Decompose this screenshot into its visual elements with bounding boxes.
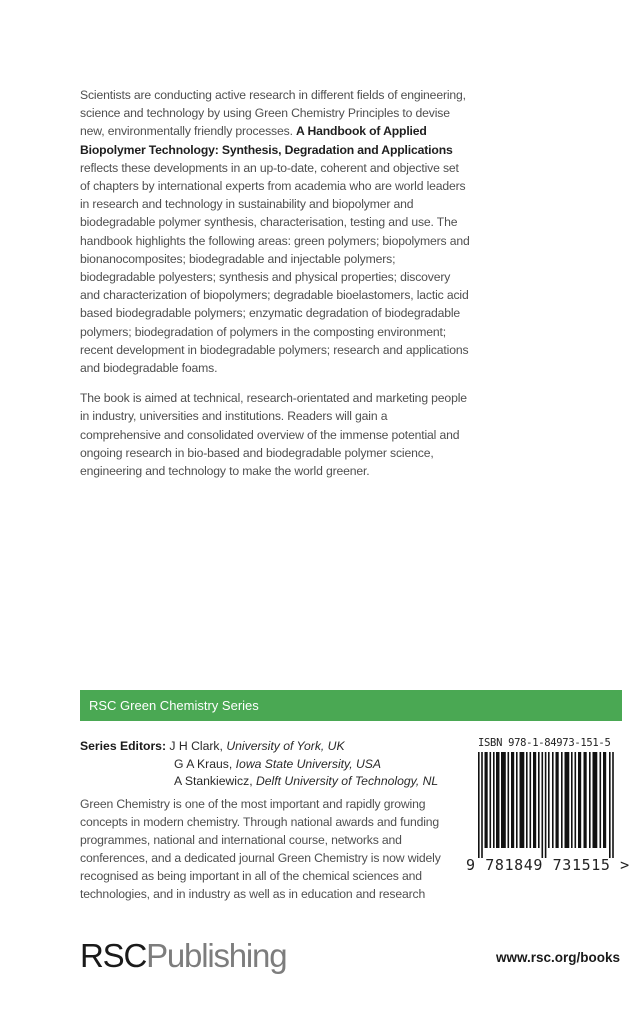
blurb-body: reflects these developments in an up-to-date, coherent and objective set of chapters by international experts from academia who are world leaders in research and technology in sustainability and biopolymer and biodegradable polymer synthesis, characterisation, testing and use. The handbook highlights the following areas: green polymers; biopolymers and bionanocomposites; biodegradable and injectable polymers; biodegradable polyesters; synthesis and physical properties; discovery and characterization of biopolymers; degradable bioelastomers, lactic acid based biodegradable polymers; enzymatic degradation of biodegradable polymers; biodegradation of polymers in the composting environment; recent development in biodegradable polymers; research and applications and biodegradable foams.: [80, 160, 470, 376]
blurb-paragraph-2: The book is aimed at technical, research-orientated and marketing people in industry, universities and institutions. Readers will gain a comprehensive and consolidated overview of the immense potential and ongoing research in bio-based and biodegradable polymer science, engineering and technology to make the world greener.: [80, 391, 467, 479]
blurb-intro: Scientists are conducting active research in different fields of engineering, science and technology by using Green Chemistry Principles to devise new, environmentally friendly processes.: [80, 88, 466, 139]
editors-label: Series Editors:: [80, 739, 167, 753]
barcode-digits: 9 781849 731515 >: [466, 856, 630, 874]
publisher-logo: [80, 936, 286, 976]
series-description: Green Chemistry is one of the most important and rapidly growing concepts in modern chemistry. Through national awards and funding programmes, national and international course, networks and conferences, and a dedicated journal Green Chemistry is now widely recognised as being important in all of the chemical sciences and technologies, and in industry as well as in education and research: [80, 797, 441, 901]
isbn-label: ISBN 978-1-84973-151-5: [478, 737, 611, 749]
blurb-paragraph-1: [80, 86, 470, 377]
series-editors: [80, 738, 460, 791]
editor-row: G A Kraus, Iowa State University, USA: [174, 756, 382, 771]
editor-row: A Stankiewicz, Delft University of Technology, NL: [174, 774, 439, 789]
barcode-icon: [478, 752, 614, 858]
logo-publishing: Publishing: [146, 937, 287, 974]
editor-row: Series Editors: J H Clark, University of York, UK: [80, 739, 345, 753]
back-cover-blurb: [80, 86, 470, 480]
publisher-url[interactable]: www.rsc.org/books: [495, 950, 620, 965]
logo-rsc: RSC: [80, 937, 147, 974]
series-banner: RSC Green Chemistry Series: [80, 690, 622, 721]
book-title: A Handbook of Applied Biopolymer Technology: Synthesis, Degradation and Applications: [80, 124, 453, 157]
